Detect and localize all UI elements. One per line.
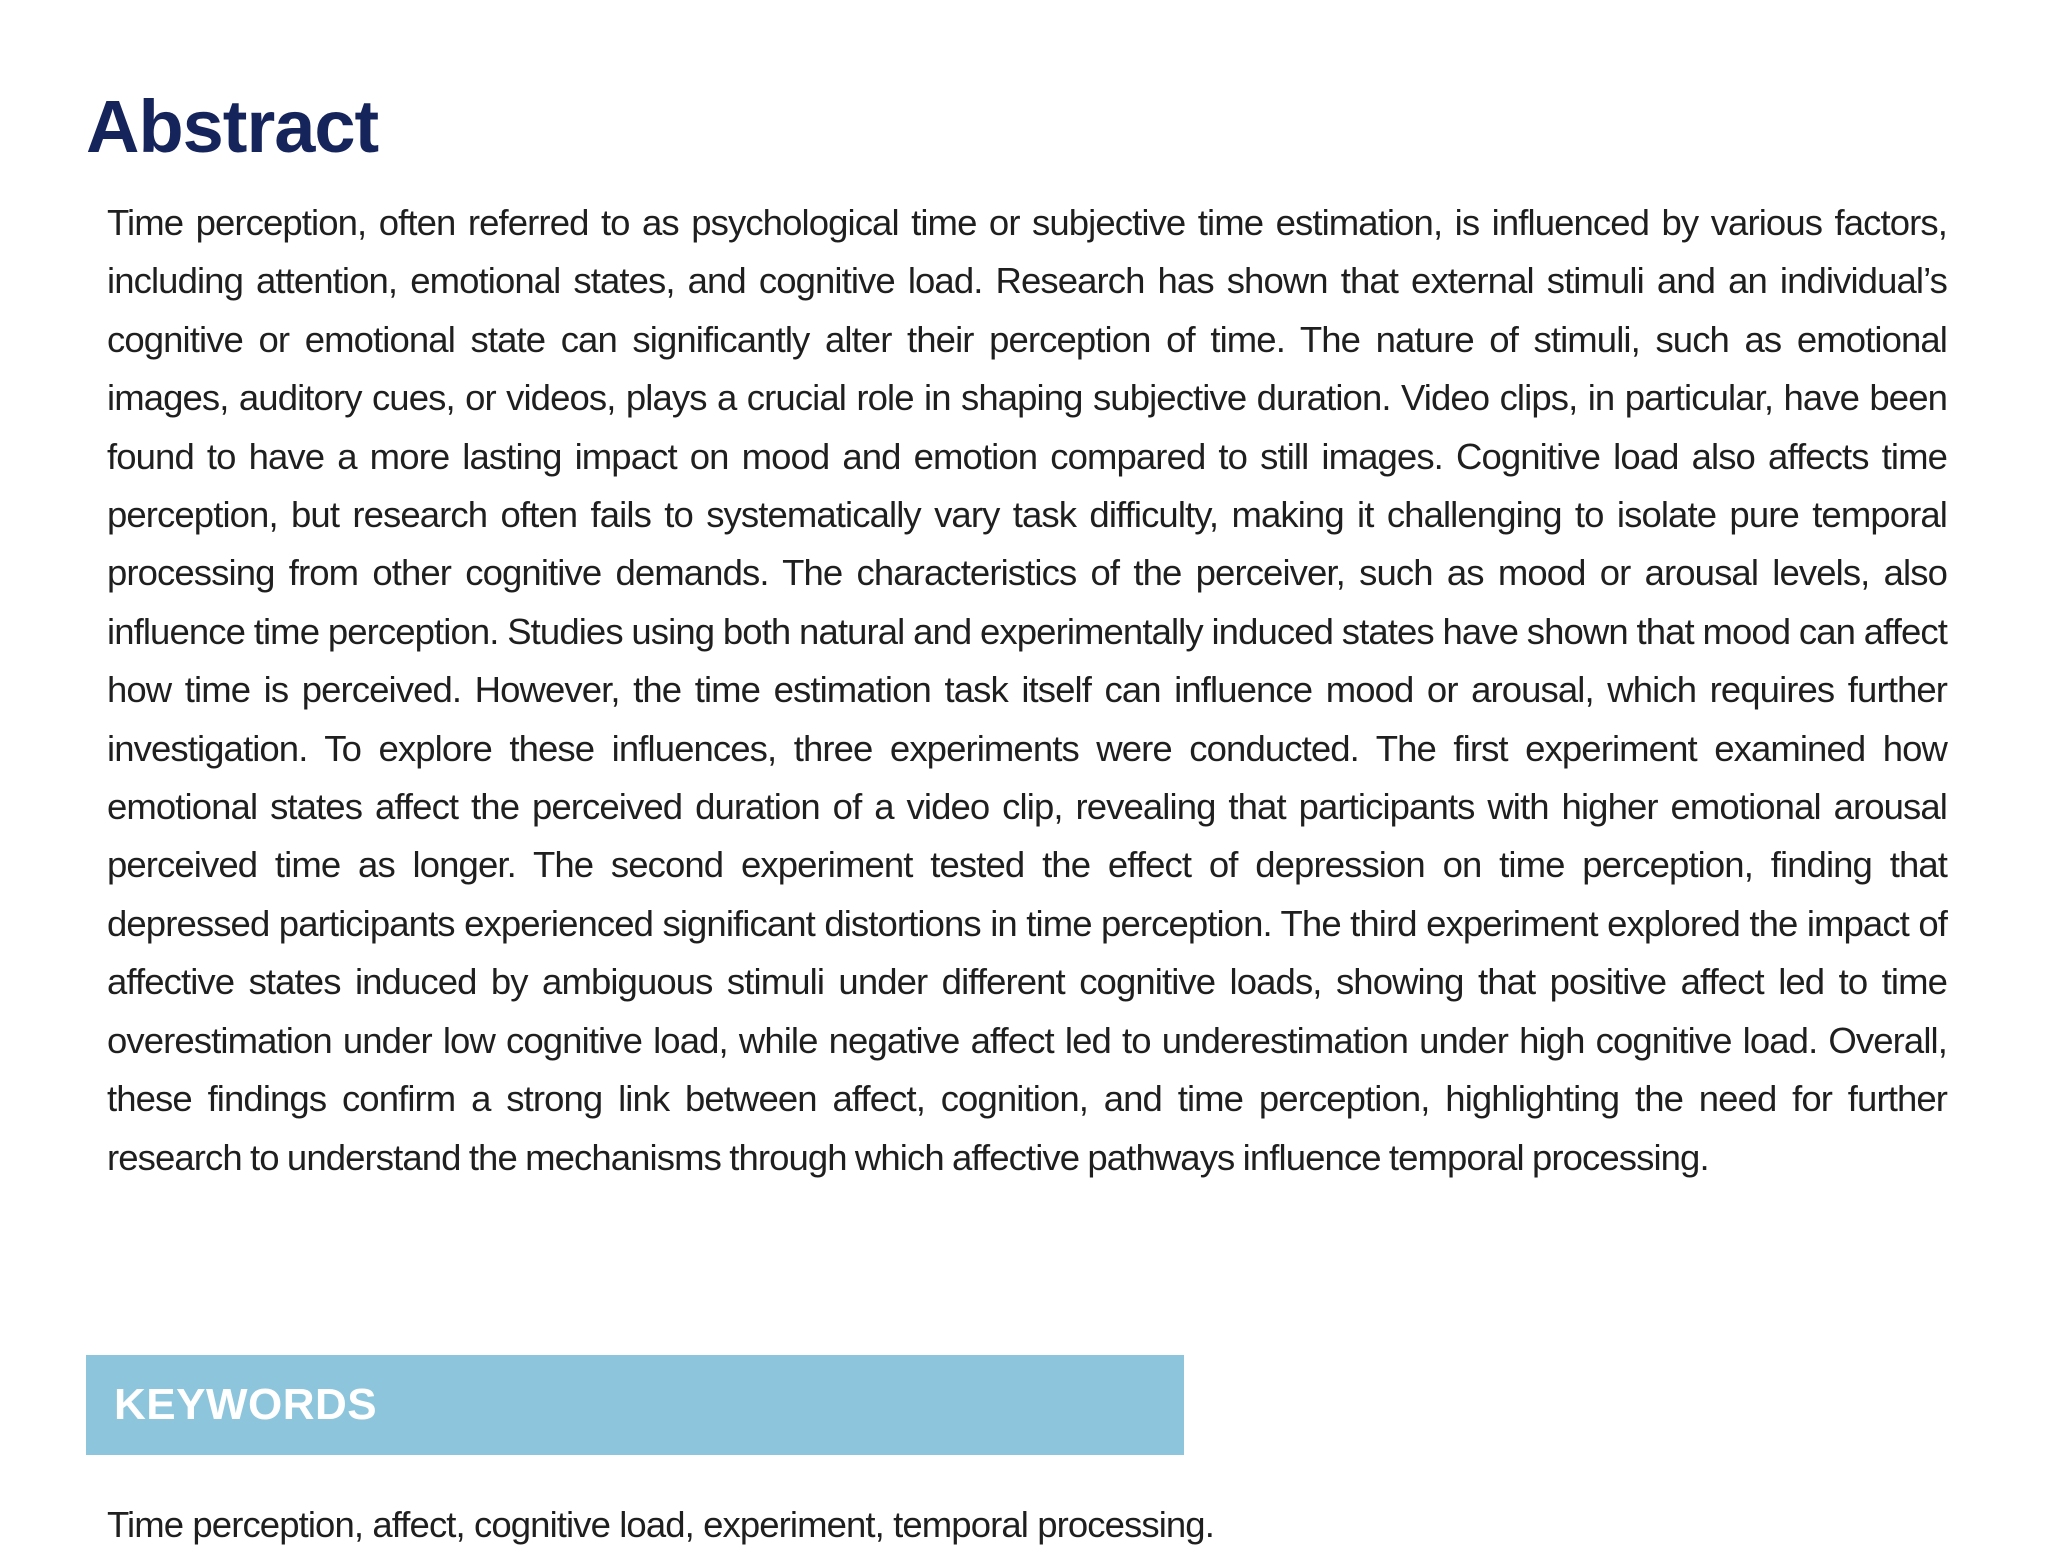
keywords-text: Time perception, affect, cognitive load, experiment, temporal processing. — [107, 1504, 1214, 1545]
abstract-body-text: Time perception, often referred to as psychological time or subjective time estimation, is influenced by various factors, including attention, emotional states, and cognitive load. Research has shown that external stimuli and an individual’s cognitive or emotional state can significantly alter their perception of time. The nature of stimuli, such as emotional images, auditory cues, or videos, plays a crucial role in shaping subjective duration. Video clips, in particular, have been found to have a more lasting impact on mood and emotion compared to still images. Cognitive load also affects time perception, but research often fails to systematically vary task difficulty, making it challenging to isolate pure temporal processing from other cognitive demands. The characteristics of the perceiver, such as mood or arousal levels, also influence time perception. Studies using both natural and experimentally induced states have shown that mood can affect how time is perceived. However, the time estimation task itself can influence mood or arousal, which requires further investigation. To explore these influences, three experiments were conducted. The first experiment examined how emotional states affect the perceived duration of a video clip, revealing that participants with higher emotional arousal perceived time as longer. The second experiment tested the effect of depression on time perception, finding that depressed participants experienced significant distortions in time perception. The third experiment explored the impact of affective states induced by ambiguous stimuli under different cognitive loads, showing that positive affect led to time overestimation under low cognitive load, while negative affect led to underestimation under high cognitive load. Overall, these findings confirm a strong link between affect, cognition, and time perception, highlighting the need for further research to understand the mechanisms through which affective pathways influence temporal processing. — [107, 202, 1947, 1178]
abstract-heading: Abstract — [86, 85, 379, 168]
keywords-label: KEYWORDS — [114, 1380, 378, 1429]
keywords-header-bar — [86, 1355, 1184, 1455]
